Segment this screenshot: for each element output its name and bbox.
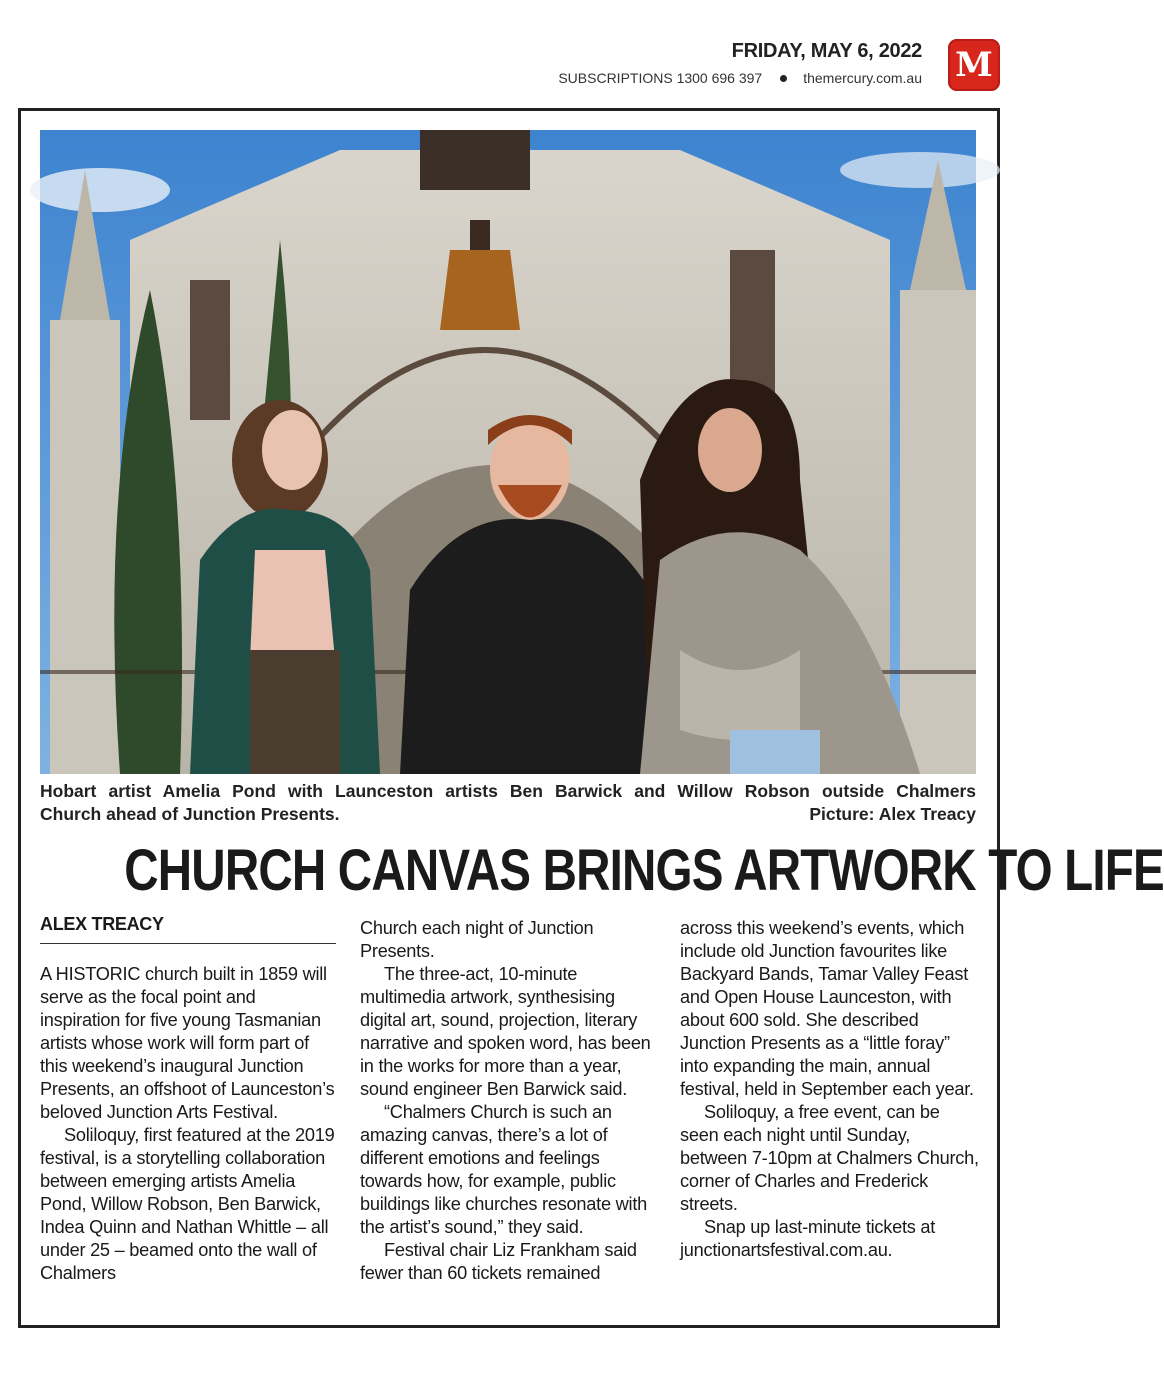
text-line: “Chalmers Church is such an: [384, 1102, 612, 1122]
text-line: word, has been in the works for: [360, 1033, 651, 1076]
masthead: [0, 0, 1042, 108]
church-photo-illustration: [40, 130, 976, 774]
text-line: with the artist’s sound,” they said.: [360, 1194, 647, 1237]
text-line: and Nathan Whittle – all under 25 –: [40, 1217, 329, 1260]
photo-caption: [40, 780, 976, 826]
paragraph: [360, 1101, 660, 1239]
text-line: The three-act, 10-minute: [384, 964, 578, 984]
text-line: Tasmanian artists whose work will: [40, 1010, 321, 1053]
text-line: towards how, for example, public: [360, 1171, 616, 1191]
text-line: collaboration between emerging: [40, 1148, 325, 1191]
text-line: more than a year, sound engineer: [360, 1056, 622, 1099]
subscription-line: [558, 70, 922, 86]
text-line: Church each night of Junction: [360, 918, 594, 938]
mercury-logo-icon: [948, 39, 1000, 91]
text-line: Robson, Ben Barwick, Indea Quinn: [40, 1194, 321, 1237]
text-line: A HISTORIC church built in 1859: [40, 964, 298, 984]
photo-credit: Picture: Alex Treacy: [809, 804, 976, 824]
text-line: fewer than 60 tickets remained: [360, 1263, 601, 1283]
paragraph: [360, 963, 660, 1101]
text-line: form part of this weekend’s: [40, 1033, 309, 1076]
text-line: favourites like Backyard Bands,: [680, 941, 948, 984]
article-column-1: [40, 963, 340, 1285]
text-line: buildings like churches resonate: [360, 1194, 611, 1214]
article-column-3: [680, 917, 980, 1262]
text-line: Frederick streets.: [680, 1171, 929, 1214]
paragraph: [680, 1216, 980, 1262]
text-line: expanding the main, annual: [713, 1056, 931, 1076]
caption-line-2: Church ahead of Junction Presents.: [40, 804, 340, 824]
text-line: Soliloquy, first featured at the: [64, 1125, 291, 1145]
text-line: beamed onto the wall of Chalmers: [40, 1240, 317, 1283]
text-line: inaugural Junction Presents, an: [40, 1056, 304, 1099]
text-line: Ben Barwick said.: [486, 1079, 628, 1099]
paragraph: [680, 917, 980, 1101]
text-line: different emotions and feelings: [360, 1148, 600, 1168]
text-line: Tamar Valley Feast and Open: [680, 964, 969, 1007]
text-line: which include old Junction: [680, 918, 965, 961]
website-link[interactable]: themercury.com.au: [803, 70, 922, 86]
festival-website-link[interactable]: junctionartsfestival.com.au.: [680, 1240, 893, 1260]
subscriptions-text: SUBSCRIPTIONS 1300 696 397: [558, 70, 763, 86]
text-line: offshoot of Launceston’s beloved: [40, 1079, 335, 1122]
paragraph: [680, 1101, 980, 1216]
article-column-2: [360, 917, 660, 1285]
text-line: digital art, sound, projection,: [360, 1010, 580, 1030]
article-headline: CHURCH CANVAS BRINGS ARTWORK TO LIFE: [124, 838, 1164, 903]
text-line: year.: [935, 1079, 974, 1099]
paragraph: [40, 963, 340, 1124]
text-line: artists Amelia Pond, Willow: [40, 1171, 296, 1214]
text-line: 600 sold. She described Junction: [680, 1010, 919, 1053]
text-line: between 7-10pm at Chalmers: [680, 1148, 913, 1168]
text-line: Soliloquy, a free event, can be: [704, 1102, 940, 1122]
paragraph: [40, 1124, 340, 1285]
edition-date: FRIDAY, MAY 6, 2022: [731, 40, 922, 62]
text-line: across this weekend’s events,: [680, 918, 915, 938]
text-line: Junction Arts Festival.: [106, 1102, 278, 1122]
text-line: will serve as the focal point and: [40, 964, 327, 1007]
bullet-icon: [780, 75, 787, 82]
text-line: House Launceston, with about: [680, 987, 952, 1030]
text-line: inspiration for five young: [40, 1010, 231, 1030]
text-line: multimedia artwork, synthesising: [360, 987, 615, 1007]
text-line: Church, corner of Charles and: [680, 1148, 979, 1191]
paragraph: [360, 1239, 660, 1285]
caption-line-1: Hobart artist Amelia Pond with Launceston artists Ben Barwick and Willow Robson outside Chalmers: [40, 781, 976, 801]
caption-line-2-row: [40, 803, 976, 826]
byline: ALEX TREACY: [40, 914, 336, 944]
text-line: Presents.: [360, 941, 435, 961]
text-line: Festival chair Liz Frankham said: [384, 1240, 637, 1260]
paragraph: [360, 917, 660, 963]
text-line: seen each night until Sunday,: [680, 1125, 911, 1145]
text-line: literary narrative and spoken: [360, 1010, 638, 1053]
text-line: Presents as a “little foray” into: [680, 1033, 950, 1076]
text-line: amazing canvas, there’s a lot of: [360, 1125, 608, 1145]
article-photo: [40, 130, 976, 774]
logo-letter: M: [955, 45, 993, 85]
text-line: 2019 festival, is a storytelling: [40, 1125, 335, 1168]
text-line: Snap up last-minute tickets at: [704, 1217, 936, 1237]
text-line: festival, held in September each: [680, 1079, 931, 1099]
